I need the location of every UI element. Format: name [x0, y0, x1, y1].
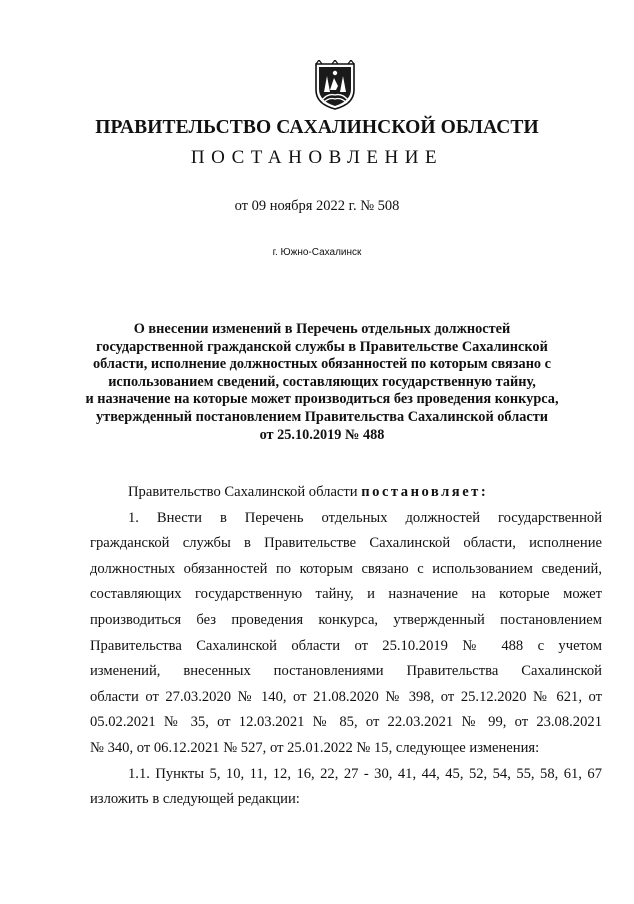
subject-line: государственной гражданской службы в Правительстве Сахалинской: [96, 338, 548, 355]
paragraph-line: изложить в следующей редакции:: [90, 791, 300, 808]
paragraph-line: должностных обязанностей по которым связано с использованием сведений,: [90, 560, 602, 577]
paragraph-line: гражданской службы в Правительстве Сахалинской области, исполнение: [90, 535, 602, 552]
paragraph-line: 05.02.2021 № 35, от 12.03.2021 № 85, от 22.03.2021 № 99, от 23.08.2021: [90, 714, 602, 731]
subject-line: и назначение на которые может производиться без проведения конкурса,: [85, 391, 559, 408]
paragraph-line: производиться без проведения конкурса, утвержденный постановлением: [90, 611, 602, 628]
paragraph-line: составляющих государственную тайну, и назначение на которые может: [90, 586, 602, 603]
document-city: г. Южно-Сахалинск: [272, 247, 362, 258]
subject-line: области, исполнение должностных обязанностей по которым связано с: [92, 356, 551, 373]
paragraph-line: 1. Внести в Перечень отдельных должностей государственной: [128, 509, 602, 526]
document-date-number: от 09 ноября 2022 г. № 508: [234, 198, 400, 214]
intro-paragraph: [90, 480, 602, 506]
document-subject: [60, 321, 584, 444]
subject-line: О внесении изменений в Перечень отдельных должностей: [133, 321, 511, 337]
paragraph-line: № 340, от 06.12.2021 № 527, от 25.01.2022 № 15, следующее изменения:: [90, 739, 540, 756]
paragraph-line: Правительства Сахалинской области от 25.10.2019 № 488 с учетом: [90, 637, 602, 654]
paragraph-line: изменений, внесенных постановлениями Правительства Сахалинской: [90, 663, 602, 680]
subject-line: от 25.10.2019 № 488: [259, 426, 385, 443]
intro-text: Правительство Сахалинской области: [128, 484, 362, 500]
document-body: [90, 480, 602, 813]
paragraph-line: области от 27.03.2020 № 140, от 21.08.2020 № 398, от 25.12.2020 № 621, от: [90, 688, 602, 705]
organization-title: ПРАВИТЕЛЬСТВО САХАЛИНСКОЙ ОБЛАСТИ: [95, 117, 539, 138]
document-type: ПОСТАНОВЛЕНИЕ: [190, 147, 444, 168]
subject-line: использованием сведений, составляющих государственную тайну,: [108, 373, 536, 390]
coat-of-arms-icon: [314, 60, 356, 110]
decree-word: постановляет:: [361, 484, 489, 500]
subject-line: утвержденный постановлением Правительства Сахалинской области: [96, 408, 548, 425]
paragraph-line: 1.1. Пункты 5, 10, 11, 12, 16, 22, 27 - 30, 41, 44, 45, 52, 54, 55, 58, 61, 67: [128, 765, 602, 782]
